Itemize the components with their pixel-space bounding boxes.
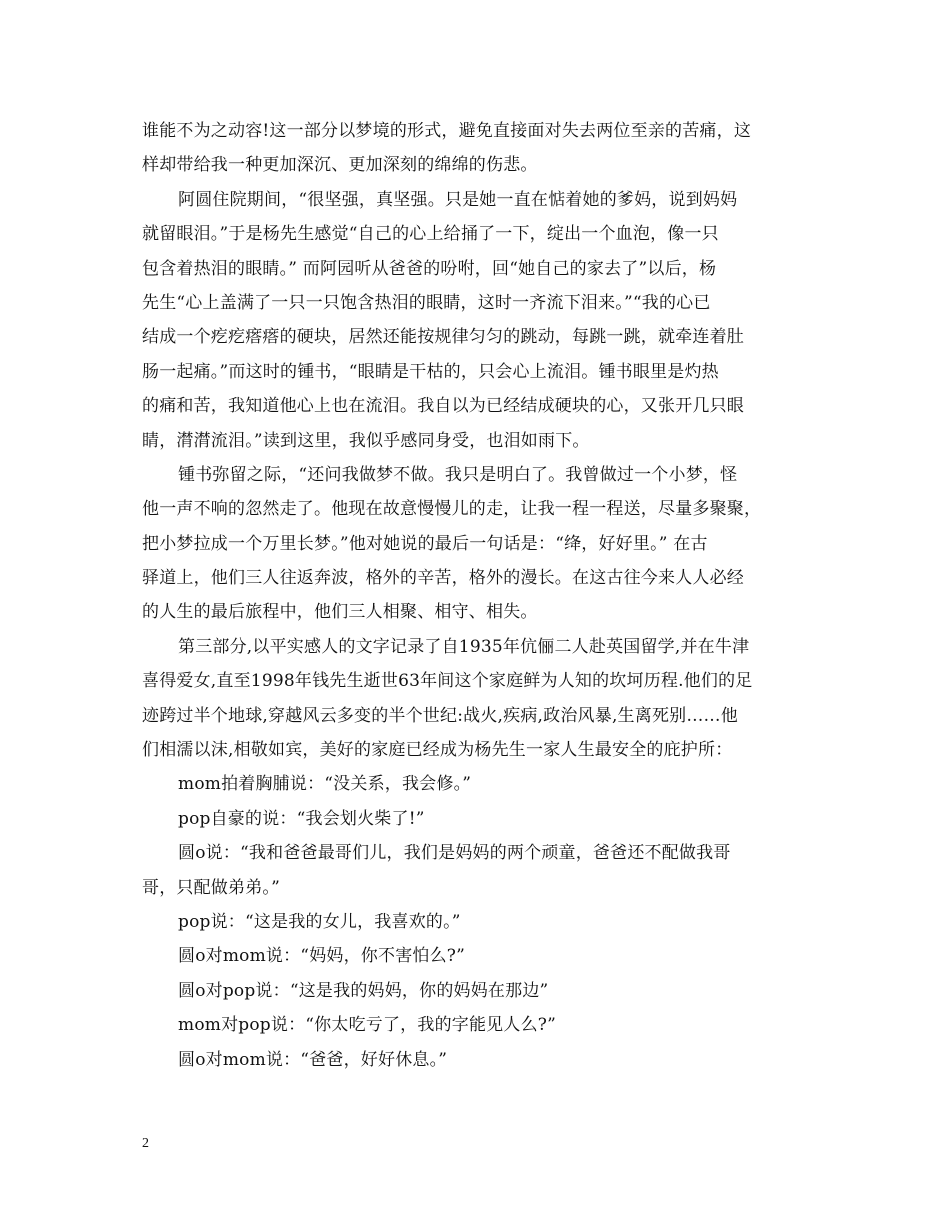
text-line: 哥，只配做弟弟。” [142, 877, 280, 898]
text-line: 们相濡以沫,相敬如宾，美好的家庭已经成为杨先生一家人生最安全的庇护所： [142, 740, 733, 761]
page-number: 2 [142, 1136, 149, 1151]
text-line: 肠一起痛。”而这时的锺书，“眼睛是干枯的，只会心上流泪。锺书眼里是灼热 [142, 361, 719, 382]
text-line: 的痛和苦，我知道他心上也在流泪。我自以为已经结成硬块的心，又张开几只眼 [142, 396, 744, 417]
quote-line: mom对pop说：“你太吃亏了，我的字能见人么?” [178, 1015, 556, 1036]
document-body [142, 116, 812, 1079]
text-line: 的人生的最后旅程中，他们三人相聚、相守、相失。 [142, 602, 538, 623]
paragraph-start: 第三部分,以平实感人的文字记录了自1935年伉俪二人赴英国留学,并在牛津 [178, 636, 750, 657]
text-line: 驿道上，他们三人往返奔波，格外的辛苦，格外的漫长。在这古往今来人人必经 [142, 568, 744, 589]
quote-line: 圆o说：“我和爸爸最哥们儿，我们是妈妈的两个顽童，爸爸还不配做我哥 [178, 843, 731, 864]
text-line: 迹跨过半个地球,穿越风云多变的半个世纪:战火,疾病,政治风暴,生离死别……他 [142, 705, 738, 726]
text-line: 他一声不响的忽然走了。他现在故意慢慢儿的走，让我一程一程送，尽量多聚聚， [142, 499, 762, 520]
text-line: 睛，潸潸流泪。”读到这里，我似乎感同身受，也泪如雨下。 [142, 430, 590, 451]
quote-line: 圆o对mom说：“妈妈，你不害怕么?” [178, 946, 466, 967]
text-line: 喜得爱女,直至1998年钱先生逝世63年间这个家庭鲜为人知的坎坷历程.他们的足 [142, 671, 753, 692]
text-line: 结成一个疙疙瘩瘩的硬块，居然还能按规律匀匀的跳动，每跳一跳，就牵连着肚 [142, 327, 744, 348]
quote-line: 圆o对mom说：“爸爸，好好休息。” [178, 1049, 448, 1070]
quote-line: pop自豪的说：“我会划火柴了!” [178, 808, 425, 829]
text-line: 包含着热泪的眼睛。” 而阿园听从爸爸的吩咐，回“她自己的家去了”以后，杨 [142, 258, 717, 279]
text-line: 就留眼泪。”于是杨先生感觉“自己的心上给捅了一下，绽出一个血泡，像一只 [142, 224, 719, 245]
paragraph-start: 锺书弥留之际，“还问我做梦不做。我只是明白了。我曾做过一个小梦，怪 [178, 464, 738, 485]
text-line: 样却带给我一种更加深沉、更加深刻的绵绵的伤悲。 [142, 155, 538, 176]
text-line: 谁能不为之动容!这一部分以梦境的形式，避免直接面对失去两位至亲的苦痛，这 [142, 121, 752, 141]
text-line: 把小梦拉成一个万里长梦。”他对她说的最后一句话是：“绛，好好里。” 在古 [142, 533, 708, 554]
text-line: 先生“心上盖满了一只一只饱含热泪的眼睛，这时一齐流下泪来。”“我的心已 [142, 292, 711, 313]
quote-line: 圆o对pop说：“这是我的妈妈，你的妈妈在那边” [178, 980, 549, 1001]
quote-line: mom拍着胸脯说：“没关系，我会修。” [178, 774, 472, 795]
paragraph-start: 阿圆住院期间，“很坚强，真坚强。只是她一直在惦着她的爹妈，说到妈妈 [178, 189, 738, 210]
quote-line: pop说：“这是我的女儿，我喜欢的。” [178, 911, 461, 932]
